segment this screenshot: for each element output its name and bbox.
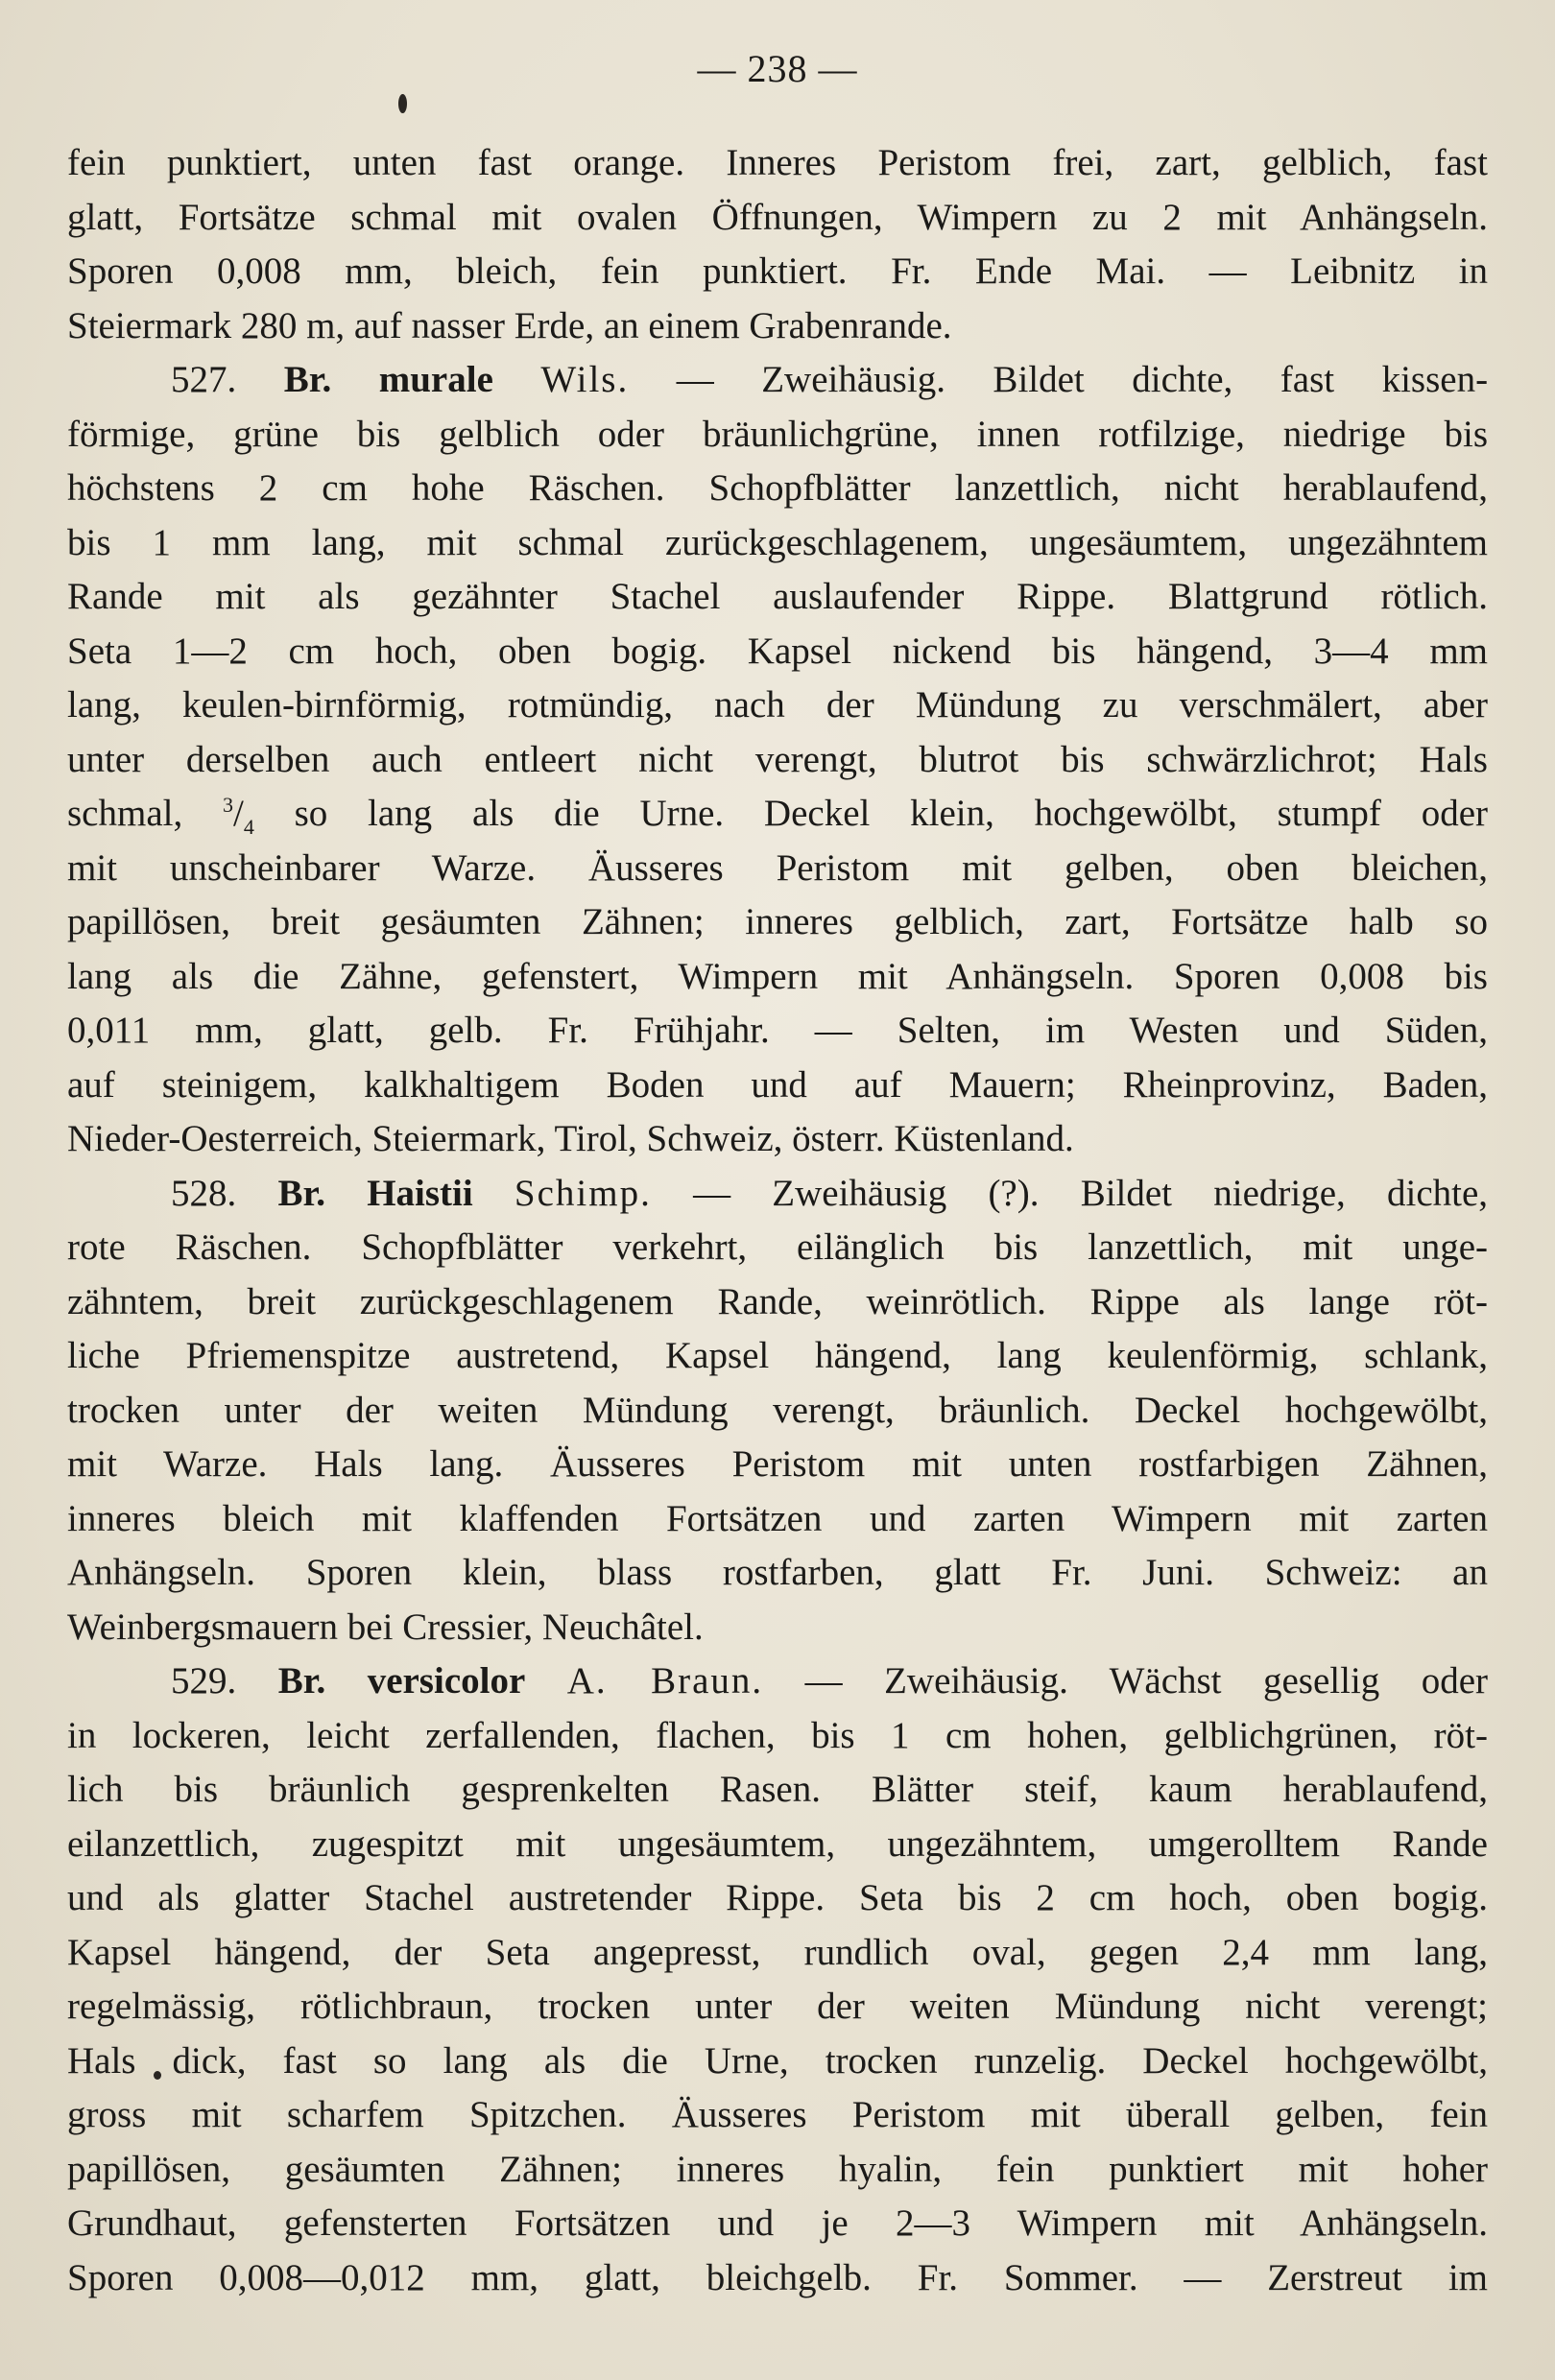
text-line: regelmässig, rötlichbraun, trocken unter der weiten Mündung nicht verengt; bbox=[67, 1986, 1488, 2027]
species-name: murale bbox=[378, 359, 493, 400]
fraction-denominator: 4 bbox=[243, 814, 254, 839]
text-line: Weinbergsmauern bei Cressier, Neuchâtel. bbox=[67, 1606, 704, 1648]
text-line: liche Pfriemenspitze austretend, Kapsel hängend, lang keulenförmig, schlank, bbox=[67, 1335, 1488, 1376]
species-name: versicolor bbox=[367, 1660, 526, 1702]
text-line: glatt, Fortsätze schmal mit ovalen Öffnungen, Wimpern zu 2 mit Anhängseln. bbox=[67, 196, 1488, 238]
text-line: Sporen 0,008 mm, bleich, fein punktiert. Fr. Ende Mai. — Leibnitz in bbox=[67, 250, 1488, 292]
entry-text: — Zweihäusig. Bildet dichte, fast kissen- bbox=[676, 359, 1489, 400]
text-line: Grundhaut, gefensterten Fortsätzen und je 2—3 Wimpern mit Anhängseln. bbox=[67, 2202, 1488, 2244]
text-line: eilanzettlich, zugespitzt mit ungesäumtem, ungezähntem, umgerolltem Rande bbox=[67, 1822, 1488, 1865]
genus-abbrev: Br. bbox=[283, 359, 332, 400]
text-line: Nieder-Oesterreich, Steiermark, Tirol, Schweiz, österr. Küstenland. bbox=[67, 1118, 1074, 1159]
text-line: papillösen, breit gesäumten Zähnen; inneres gelblich, zart, Fortsätze halb so bbox=[67, 901, 1488, 942]
text-line: auf steinigem, kalkhaltigem Boden und auf Mauern; Rheinprovinz, Baden, bbox=[67, 1063, 1488, 1106]
genus-abbrev: Br. bbox=[277, 1660, 326, 1702]
text-line-fraction bbox=[67, 787, 1488, 842]
text-line: lang als die Zähne, gefenstert, Wimpern mit Anhängseln. Sporen 0,008 bis bbox=[67, 955, 1488, 997]
text-line: Hals dick, fast so lang als die Urne, trocken runzelig. Deckel hochgewölbt, bbox=[67, 2039, 1488, 2082]
entry-text: — Zweihäusig. Wächst gesellig oder bbox=[804, 1660, 1489, 1702]
text-line: mit unscheinbarer Warze. Äusseres Peristom mit gelben, oben bleichen, bbox=[67, 846, 1488, 889]
page-number: — 238 — bbox=[697, 47, 858, 90]
text-line: Anhängseln. Sporen klein, blass rostfarben, glatt Fr. Juni. Schweiz: an bbox=[67, 1552, 1488, 1593]
species-name: Haistii bbox=[367, 1172, 473, 1214]
text-line: gross mit scharfem Spitzchen. Äusseres Peristom mit überall gelben, fein bbox=[67, 2094, 1488, 2135]
text-line: fein punktiert, unten fast orange. Inneres Peristom frei, zart, gelblich, fast bbox=[67, 142, 1488, 183]
entry-text: — Zweihäusig (?). Bildet niedrige, dichte, bbox=[693, 1172, 1489, 1214]
fraction-numerator: 3 bbox=[222, 793, 233, 817]
genus-abbrev: Br. bbox=[277, 1172, 325, 1214]
text-line: 0,011 mm, glatt, gelb. Fr. Frühjahr. — Selten, im Westen und Süden, bbox=[67, 1010, 1488, 1051]
text-line: lich bis bräunlich gesprenkelten Rasen. Blätter steif, kaum herablaufend, bbox=[67, 1769, 1488, 1810]
text-line: Rande mit als gezähnter Stachel auslaufender Rippe. Blattgrund rötlich. bbox=[67, 576, 1488, 617]
fraction: $^3/_4$ bbox=[222, 793, 254, 839]
text-line: unter derselben auch entleert nicht verengt, blutrot bis schwärzlichrot; Hals bbox=[67, 738, 1488, 780]
body-text bbox=[67, 136, 1488, 2305]
text-line: Sporen 0,008—0,012 mm, glatt, bleichgelb. Fr. Sommer. — Zerstreut im bbox=[67, 2256, 1488, 2298]
entry-number: 528. bbox=[171, 1172, 237, 1214]
species-entry-527 bbox=[67, 353, 1488, 408]
line-lead: schmal, bbox=[67, 793, 183, 834]
text-line: zähntem, breit zurückgeschlagenem Rande, weinrötlich. Rippe als lange röt- bbox=[67, 1280, 1488, 1322]
species-author: Schimp. bbox=[514, 1172, 652, 1214]
species-author: A. Braun. bbox=[566, 1660, 764, 1702]
text-line: inneres bleich mit klaffenden Fortsätzen und zarten Wimpern mit zarten bbox=[67, 1497, 1488, 1539]
text-line: und als glatter Stachel austretender Rippe. Seta bis 2 cm hoch, oben bogig. bbox=[67, 1877, 1488, 1918]
species-entry-528 bbox=[67, 1167, 1488, 1222]
text-line: höchstens 2 cm hohe Räschen. Schopfblätter lanzettlich, nicht herablaufend, bbox=[67, 467, 1488, 509]
text-line: Kapsel hängend, der Seta angepresst, rundlich oval, gegen 2,4 mm lang, bbox=[67, 1931, 1488, 1973]
species-entry-529 bbox=[67, 1654, 1488, 1709]
text-line: papillösen, gesäumten Zähnen; inneres hyalin, fein punktiert mit hoher bbox=[67, 2148, 1488, 2190]
text-line: rote Räschen. Schopfblätter verkehrt, eilänglich bis lanzettlich, mit unge- bbox=[67, 1226, 1488, 1268]
text-line: lang, keulen-birnförmig, rotmündig, nach der Mündung zu verschmälert, aber bbox=[67, 684, 1488, 726]
species-author: Wils. bbox=[540, 359, 630, 400]
text-line: trocken unter der weiten Mündung verengt, bräunlich. Deckel hochgewölbt, bbox=[67, 1389, 1488, 1431]
text-line: förmige, grüne bis gelblich oder bräunlichgrüne, innen rotfilzige, niedrige bis bbox=[67, 413, 1488, 455]
entry-number: 529. bbox=[171, 1660, 237, 1702]
text-line: bis 1 mm lang, mit schmal zurückgeschlagenem, ungesäumtem, ungezähntem bbox=[67, 521, 1488, 563]
ink-speck bbox=[398, 94, 407, 113]
text-line: Steiermark 280 m, auf nasser Erde, an einem Grabenrande. bbox=[67, 304, 952, 346]
text-line: in lockeren, leicht zerfallenden, flachen, bis 1 cm hohen, gelblichgrünen, röt- bbox=[67, 1714, 1488, 1756]
line-rest: so lang als die Urne. Deckel klein, hochgewölbt, stumpf oder bbox=[294, 793, 1488, 834]
entry-number: 527. bbox=[171, 359, 237, 400]
text-line: mit Warze. Hals lang. Äusseres Peristom mit unten rostfarbigen Zähnen, bbox=[67, 1443, 1488, 1485]
text-line: Seta 1—2 cm hoch, oben bogig. Kapsel nickend bis hängend, 3—4 mm bbox=[67, 630, 1488, 672]
